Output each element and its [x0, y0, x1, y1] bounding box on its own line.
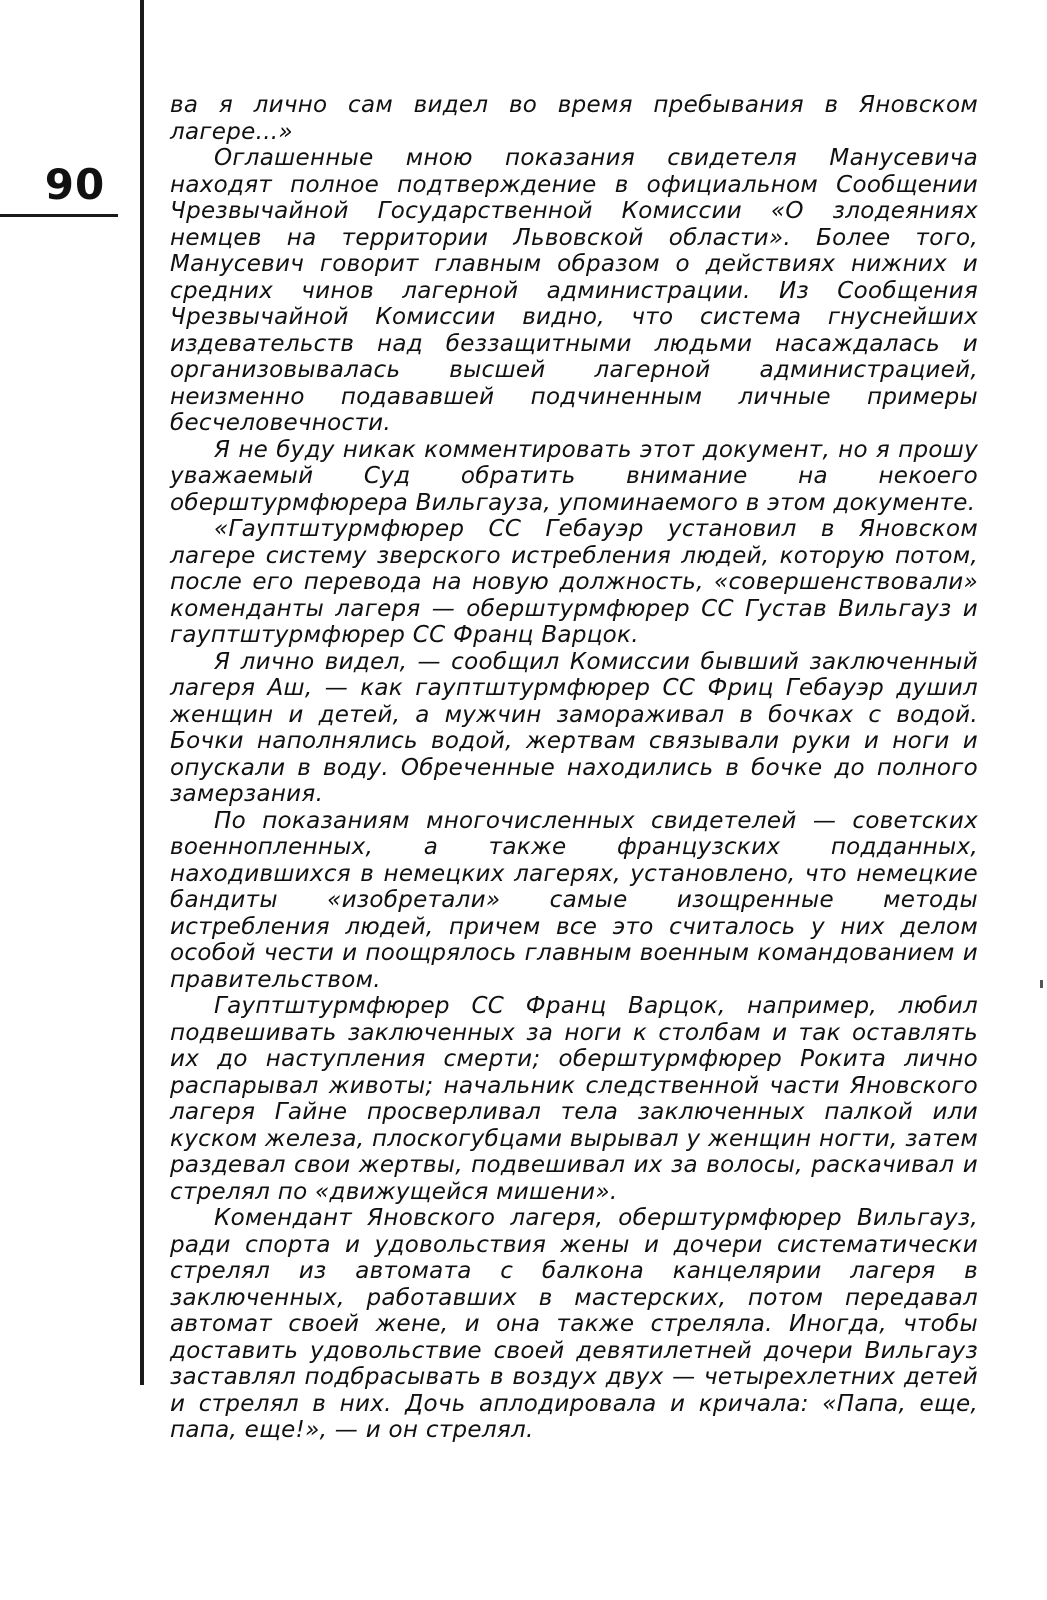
- margin-rule: [140, 0, 144, 1385]
- paragraph: Гауптштурмфюрер СС Франц Варцок, например, любил подвешивать заключенных за ноги к столбам и так оставлять их до наступления смерти; оберштурмфюрер Рокита лично распарывал животы; начальник следственной части Яновского лагеря Гайне просверливал тела заключенных палкой или куском железа, плоскогубцами вырывал у женщин ногти, затем раздевал свои жертвы, подвешивал их за волосы, раскачивал и стрелял по «движущейся мишени».: [170, 993, 978, 1205]
- page-number: 90: [44, 160, 106, 209]
- paragraph: По показаниям многочисленных свидетелей — советских военнопленных, а также французских подданных, находившихся в немецких лагерях, установлено, что немецкие бандиты «изобретали» самые изощренные методы истребления людей, причем все это считалось у них делом особой чести и поощрялось главным военным командованием и правительством.: [170, 807, 978, 993]
- paragraph: Оглашенные мною показания свидетеля Манусевича находят полное подтверждение в официальном Сообщении Чрезвычайной Государственной Комиссии «О злодеяниях немцев на территории Львовской области». Более того, Манусевич говорит главным образом о действиях нижних и средних чинов лагерной администрации. Из Сообщения Чрезвычайной Комиссии видно, что система гнуснейших издевательств над беззащитными людьми насаждалась и организовывалась высшей лагерной администрацией, неизменно подававшей подчиненным личные примеры бесчеловечности.: [170, 145, 978, 436]
- paragraph: Я лично видел, — сообщил Комиссии бывший заключенный лагеря Аш, — как гауптштурмфюрер СС Фриц Гебауэр душил женщин и детей, а мужчин замораживал в бочках с водой. Бочки наполнялись водой, жертвам связывали руки и ноги и опускали в воду. Обреченные находились в бочке до полного замерзания.: [170, 648, 978, 807]
- margin-mark: [1040, 980, 1043, 988]
- paragraph: Я не буду никак комментировать этот документ, но я прошу уважаемый Суд обратить внимание на некоего оберштурмфюрера Вильгауза, упоминаемого в этом документе.: [170, 436, 978, 516]
- paragraph: Комендант Яновского лагеря, оберштурмфюрер Вильгауз, ради спорта и удовольствия жены и дочери систематически стрелял из автомата с балкона канцелярии лагеря в заключенных, работавших в мастерских, потом передавал автомат своей жене, и она также стреляла. Иногда, чтобы доставить удовольствие своей девятилетней дочери Вильгауз заставлял подбрасывать в воздух двух — четырехлетних детей и стрелял в них. Дочь аплодировала и кричала: «Папа, еще, папа, еще!», — и он стрелял.: [170, 1205, 978, 1443]
- page-number-rule: [0, 214, 118, 217]
- paragraph: «Гауптштурмфюрер СС Гебауэр установил в Яновском лагере систему зверского истребления людей, которую потом, после его перевода на новую должность, «совершенствовали» коменданты лагеря — оберштурмфюрер СС Густав Вильгауз и гауптштурмфюрер СС Франц Варцок.: [170, 516, 978, 648]
- paragraph: ва я лично сам видел во время пребывания в Яновском лагере...»: [170, 92, 978, 145]
- body-text: [170, 92, 978, 1444]
